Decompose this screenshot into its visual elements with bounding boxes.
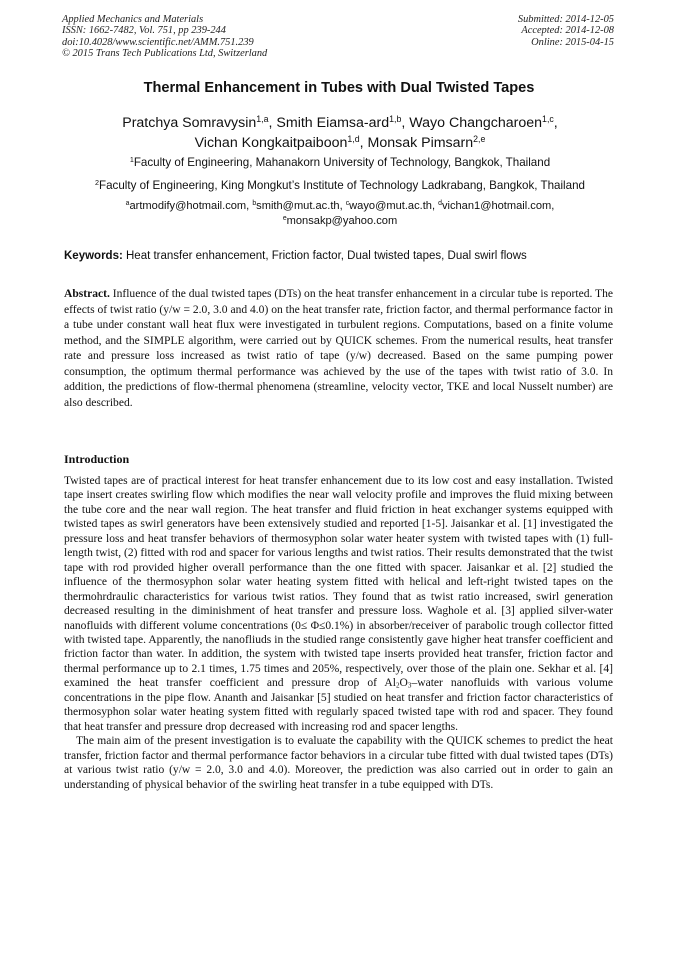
email-mark: b — [252, 200, 257, 208]
author-affiliation-mark: 1,b — [389, 114, 402, 125]
affiliation-mark: 2 — [95, 178, 100, 188]
paragraph-text: O — [399, 677, 408, 690]
abstract — [64, 287, 613, 411]
affiliation-text: Faculty of Engineering, Mahanakorn University of Technology, Bangkok, Thailand — [133, 156, 551, 169]
affiliation-2 — [40, 179, 640, 192]
affiliation-mark: 1 — [129, 155, 134, 165]
email-mark: c — [345, 200, 350, 208]
author-name: Monsak Pimsarn — [367, 135, 474, 151]
abstract-label: Abstract. — [64, 288, 110, 300]
author-name: Vichan Kongkaitpaiboon — [194, 135, 348, 151]
email-address[interactable]: monsakp@yahoo.com — [286, 215, 398, 227]
email-address[interactable]: wayo@mut.ac.th, — [349, 200, 439, 212]
author-separator: , — [553, 115, 558, 131]
issn-line: ISSN: 1662-7482, Vol. 751, pp 239-244 — [62, 25, 226, 37]
introduction-body — [64, 474, 613, 792]
affiliation-1 — [40, 156, 640, 169]
subscript: 3 — [407, 681, 412, 690]
keywords-line — [64, 250, 624, 262]
dates-header — [518, 14, 614, 48]
author-separator: , — [268, 115, 277, 131]
paper-title: Thermal Enhancement in Tubes with Dual Twisted Tapes — [143, 80, 535, 96]
author-affiliation-mark: 1,d — [347, 134, 360, 145]
email-address[interactable]: vichan1@hotmail.com, — [441, 200, 555, 212]
author-name: Pratchya Somravysin — [122, 115, 257, 131]
paragraph-text: –water nanofluids with various volume concentrations in the pipe flow. Ananth and Jaisankar [5] studied on heat transfer and friction factor characteristics of thermosyphon solar water heating system fitted with regularly spaced twisted tape with rod and spacer. They found that heat transfer and pressure drop decreased with increasing rod and spacer lengths. — [64, 677, 613, 733]
paragraph: The main aim of the present investigation is to evaluate the capability with the QUICK schemes to predict the heat transfer, friction factor and thermal performance factor behaviors in a circular tube fitted with dual twisted tapes (DTs) at various twist ratio (y/w = 2.0, 3.0 and 4.0). Moreover, the prediction was also carried out in order to gain an understanding of physical behavior of the swirling heat transfer in a tube equipped with DTs. — [64, 735, 613, 791]
copyright-line: © 2015 Trans Tech Publications Ltd, Switzerland — [62, 48, 268, 60]
author-affiliation-mark: 1,c — [542, 114, 554, 125]
section-heading-introduction: Introduction — [64, 452, 130, 466]
author-separator: , — [359, 135, 368, 151]
journal-name: Applied Mechanics and Materials — [62, 14, 204, 25]
author-name: Wayo Changcharoen — [409, 115, 543, 131]
submitted-date: Submitted: 2014-12-05 — [517, 14, 614, 25]
author-affiliation-mark: 2,e — [473, 134, 486, 145]
paragraph-text: Twisted tapes are of practical interest for heat transfer enhancement due to its low cost and easy installation. Twisted tape insert creates swirling flow which modifies the near wall velocity profile and improves the fluid mixing between the tube core and the near wall region. The heat transfer and fluid friction in heat exchanger systems equipped with twisted tapes as swirl generators have been extensively studied and reported [1-5]. Jaisankar et al. [1] investigated the pressure loss and heat transfer behaviors of thermosyphon solar water heater system with twisted tapes with (1) full-length twist, (2) fitted with rod and spacer for various lengths and twist ratios. Their results demonstrated that the twist tape with rod provided higher overall performance than the one fitted with spacer. Jaisankar et al. [2] studied the influence of the thermosyphon solar water heating system fitted with helical and left-right twisted tapes on the thermohrdraulic characteristics for various twist ratios. They found that as twist ratio increased, swirl generation decreased resulting in the diminishment of heat transfer and pressure loss. Waghole et al. [3] applied silver-water nanofluids with different volume concentrations (0≤ Φ≤0.1%) in absorber/receiver of parabolic trough collector fitted with twisted tape. Apparently, the nanofliuds in the studied range consistently gave higher heat transfer coefficient and friction factor than water. In addition, the system with twisted tape inserts provided heat transfer, friction factor and thermal performance up to 2.1 times, 1.75 times and 205%, respectively, over those of the plain one. Sekhar et al. [4] examined the heat transfer coefficient and pressure drop of Al — [64, 475, 613, 690]
accepted-date: Accepted: 2014-12-08 — [521, 25, 614, 37]
email-mark: e — [282, 215, 287, 223]
author-list — [60, 113, 620, 153]
email-address[interactable]: artmodify@hotmail.com, — [129, 200, 253, 212]
email-mark: a — [125, 200, 130, 208]
abstract-text: Influence of the dual twisted tapes (DTs) on the heat transfer enhancement in a circular tube is reported. The effects of twist ratio (y/w = 2.0, 3.0 and 4.0) on the heat transfer rate, friction factor, and thermal performance factor in a tube under constant wall heat flux were investigated in turbulent regions. Computations, based on a finite volume method, and the SIMPLE algorithm, were carried out by QUICK schemes. From the numerical results, heat transfer rate and pressure loss increased as twist ratio of tape (y/w) decreased. Based on the same pumping power consumption, the optimum thermal performance was achieved by the use of the tapes with twist ratio of 3.0. In addition, the predictions of flow-thermal phenomena (streamline, velocity vector, TKE and local Nusselt number) are also described. — [64, 288, 613, 409]
affiliation-text: Faculty of Engineering, King Mongkut’s Institute of Technology Ladkrabang, Bangkok, Thailand — [99, 179, 585, 192]
online-date: Online: 2015-04-15 — [531, 36, 614, 48]
author-separator: , — [401, 115, 410, 131]
author-affiliation-mark: 1,a — [256, 114, 269, 125]
email-mark: d — [438, 200, 442, 208]
keywords-label: Keywords: — [64, 250, 123, 262]
paragraph — [64, 474, 613, 734]
journal-header — [62, 14, 267, 60]
author-name: Smith Eiamsa-ard — [276, 115, 390, 131]
subscript: 2 — [395, 681, 400, 690]
doi-line[interactable]: doi:10.4028/www.scientific.net/AMM.751.239 — [62, 36, 254, 48]
keywords-text: Heat transfer enhancement, Friction factor, Dual twisted tapes, Dual swirl flows — [122, 250, 527, 262]
email-address[interactable]: smith@mut.ac.th, — [256, 200, 346, 212]
author-emails — [60, 199, 620, 229]
